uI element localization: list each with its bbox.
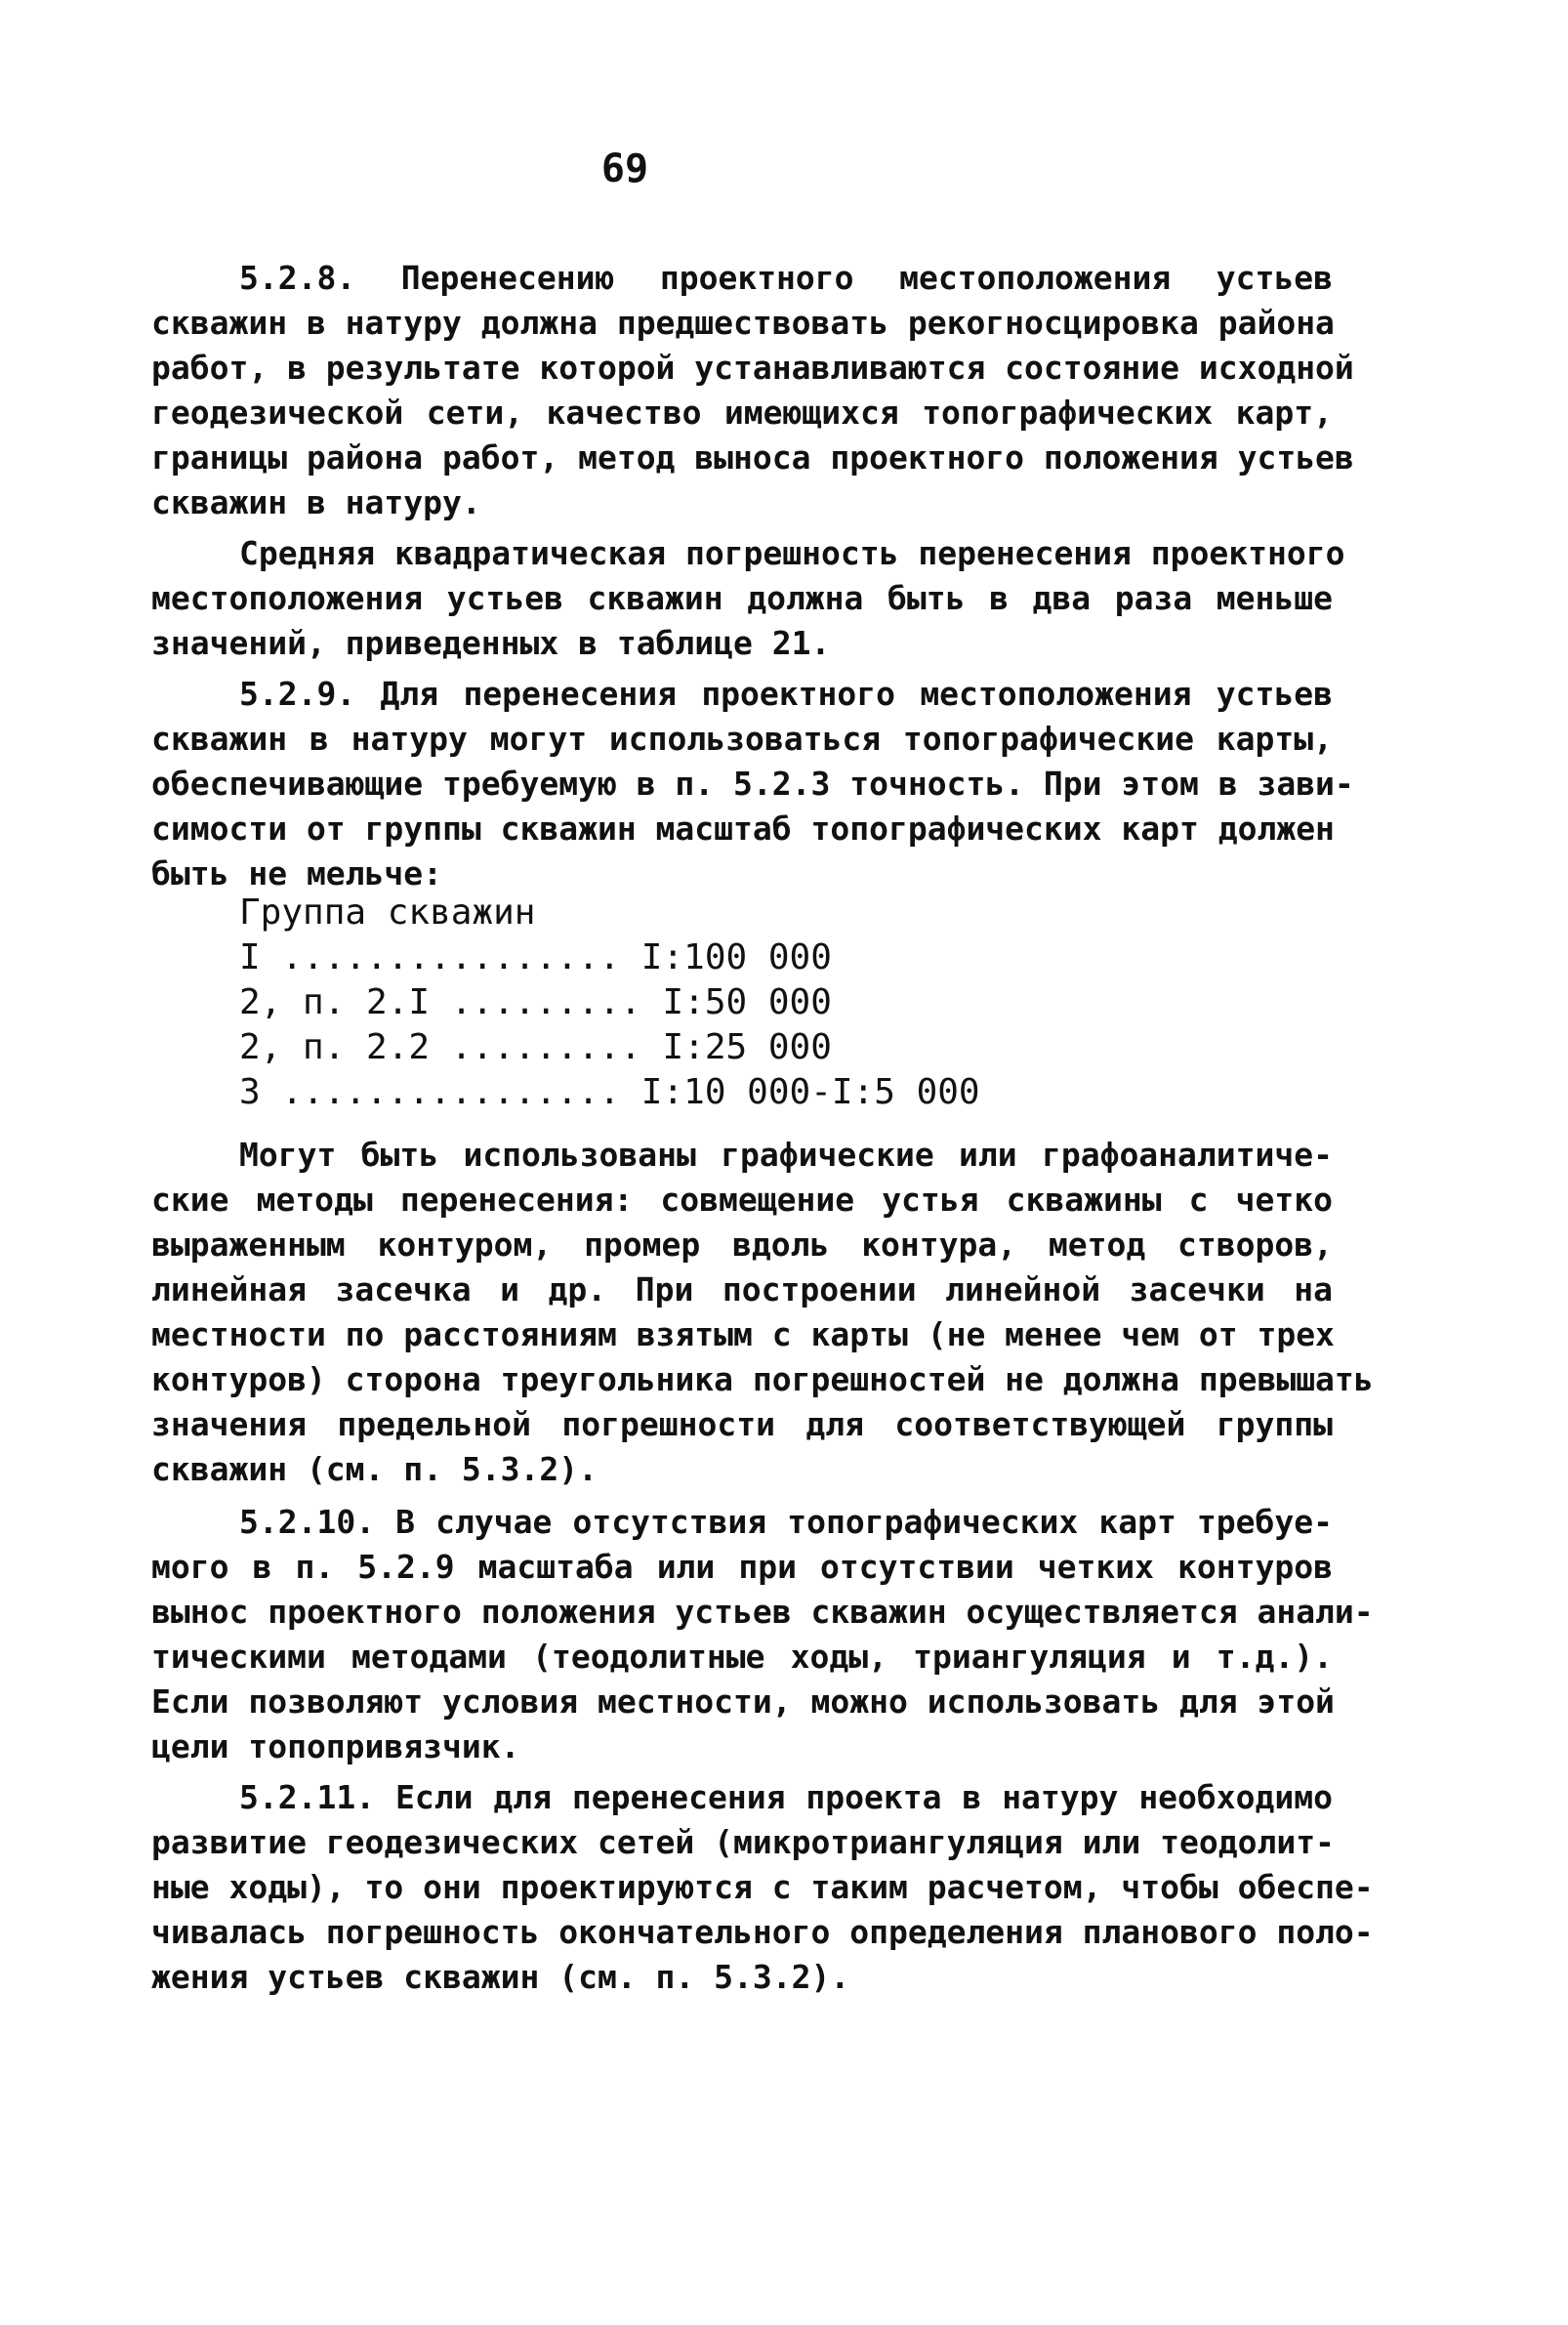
well-group-row: I ................ I:100 000 [239,937,832,977]
text-line: работ, в результате которой устанавливаются состояние исходной [151,349,1354,387]
text-line: выраженным контуром, промер вдоль контура, метод створов, [151,1225,1333,1264]
text-line: цели топопривязчик. [151,1727,520,1765]
text-line: значений, приведенных в таблице 21. [151,624,831,662]
text-line: Если позволяют условия местности, можно использовать для этой [151,1682,1335,1721]
paragraph-5-2-10 [151,1500,1374,1769]
paragraph-5-2-8 [151,256,1354,525]
well-group-row: 2, п. 2.I ......... I:50 000 [239,982,832,1022]
well-group-row: 3 ................ I:10 000-I:5 000 [239,1072,980,1112]
text-line: скважин в натуру могут использоваться топографические карты, [151,720,1333,758]
paragraph-5-2-9 [151,672,1354,896]
text-line: местности по расстояниям взятым с карты (не менее чем от трех [151,1315,1335,1353]
text-line: 5.2.11. Если для перенесения проекта в натуру необходимо [239,1778,1333,1816]
well-group-row: 2, п. 2.2 ......... I:25 000 [239,1027,832,1067]
text-line: Могут быть использованы графические или графоаналитиче- [239,1136,1333,1174]
paragraph-methods [151,1133,1374,1492]
text-line: 5.2.8. Перенесению проектного местоположения устьев [239,259,1333,297]
text-line: обеспечивающие требуемую в п. 5.2.3 точность. При этом в зави- [151,765,1354,803]
text-line: ные ходы), то они проектируются с таким расчетом, чтобы обеспе- [151,1868,1374,1906]
text-line: геодезической сети, качество имеющихся топографических карт, [151,394,1333,432]
text-line: ские методы перенесения: совмещение устья скважины с четко [151,1181,1333,1219]
text-line: значения предельной погрешности для соответствующей группы [151,1405,1333,1443]
text-line: мого в п. 5.2.9 масштаба или при отсутствии четких контуров [151,1548,1333,1586]
text-line: жения устьев скважин (см. п. 5.3.2). [151,1958,850,1996]
text-line: контуров) сторона треугольника погрешностей не должна превышать [151,1360,1374,1398]
text-line: границы района работ, метод выноса проектного положения устьев [151,438,1354,477]
text-line: вынос проектного положения устьев скважин осуществляется анали- [151,1593,1374,1631]
text-line: местоположения устьев скважин должна быть в два раза меньше [151,579,1333,617]
text-line: скважин (см. п. 5.3.2). [151,1450,598,1488]
well-group-heading: Группа скважин [239,893,536,933]
text-line: Средняя квадратическая погрешность перенесения проектного [239,534,1345,572]
text-line: скважин в натуру должна предшествовать рекогносцировка района [151,304,1335,342]
paragraph-rms-error [151,531,1345,666]
page-number: 69 [600,146,649,191]
paragraph-5-2-11 [151,1775,1374,2000]
text-line: линейная засечка и др. При построении линейной засечки на [151,1270,1333,1308]
text-line: чивалась погрешность окончательного определения планового поло- [151,1913,1374,1951]
text-line: 5.2.10. В случае отсутствия топографических карт требуе- [239,1503,1333,1541]
text-line: скважин в натуру. [151,483,481,521]
text-line: развитие геодезических сетей (микротриангуляция или теодолит- [151,1823,1335,1861]
text-line: тическими методами (теодолитные ходы, триангуляция и т.д.). [151,1638,1333,1676]
text-line: симости от группы скважин масштаб топографических карт должен [151,810,1335,848]
well-group-list [239,891,980,1115]
text-line: быть не мельче: [151,854,443,893]
text-line: 5.2.9. Для перенесения проектного местоположения устьев [239,675,1333,713]
